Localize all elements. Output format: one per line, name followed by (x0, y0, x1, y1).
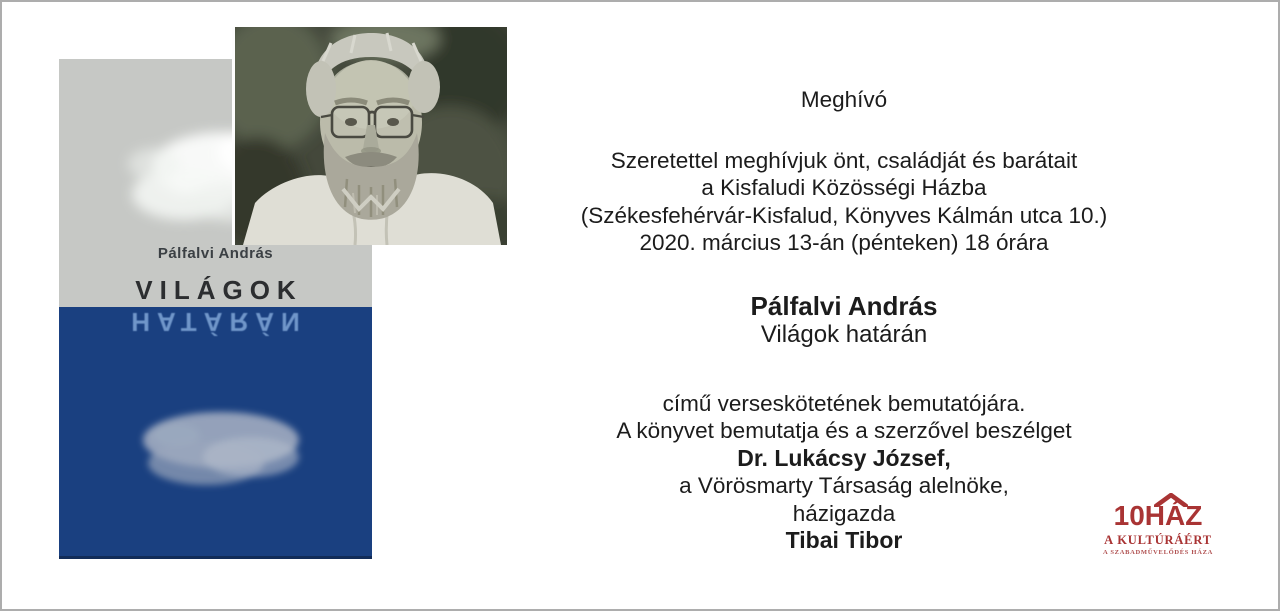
invitation-presenter-role: a Vörösmarty Társaság alelnöke, (679, 473, 1009, 498)
house-roof-icon (1154, 493, 1188, 507)
invitation-presenter: Dr. Lukácsy József, (737, 444, 951, 471)
invitation-title: Meghívó (800, 87, 888, 112)
invitation-closing-line: A könyvet bemutatja és a szerzővel beszélget (616, 418, 1072, 443)
logo-word: HÁZ (1144, 500, 1203, 531)
invitation-intro-line: 2020. március 13-án (pénteken) 18 órára (639, 230, 1049, 255)
invitation-intro-line: Szeretettel meghívjuk önt, családját és barátait (610, 147, 1078, 173)
book-cover-bottom (59, 307, 372, 559)
invitation-host: Tibai Tibor (785, 527, 903, 553)
logo-number: 10 (1113, 500, 1145, 531)
cover-title: VILÁGOK (135, 275, 303, 305)
invitation-intro-line: (Székesfehérvár-Kisfalud, Könyves Kálmán utca 10.) (580, 202, 1108, 228)
org-logo (1096, 500, 1220, 557)
logo-wordmark (1096, 500, 1220, 532)
invitation-text (554, 86, 1134, 555)
invitation-book-title: Világok határán (760, 320, 928, 348)
logo-tagline: A KULTÚRÁÉRT (1104, 533, 1212, 547)
invitation-intro-line: a Kisfaludi Közösségi Házba (701, 175, 987, 200)
portrait-illustration (235, 27, 507, 245)
logo-subtagline: A SZABADMŰVELŐDÉS HÁZA (1102, 549, 1214, 556)
invitation-host-label: házigazda (792, 500, 896, 526)
cover-author-name: Pálfalvi András (157, 245, 274, 262)
invitation-author-name: Pálfalvi András (750, 290, 938, 321)
cover-title-reflection: HATÁRÁN (131, 307, 307, 337)
invitation-closing-line: című verseskötetének bemutatójára. (662, 390, 1026, 416)
author-photo (232, 27, 507, 245)
paint-smudge-icon (121, 395, 321, 515)
